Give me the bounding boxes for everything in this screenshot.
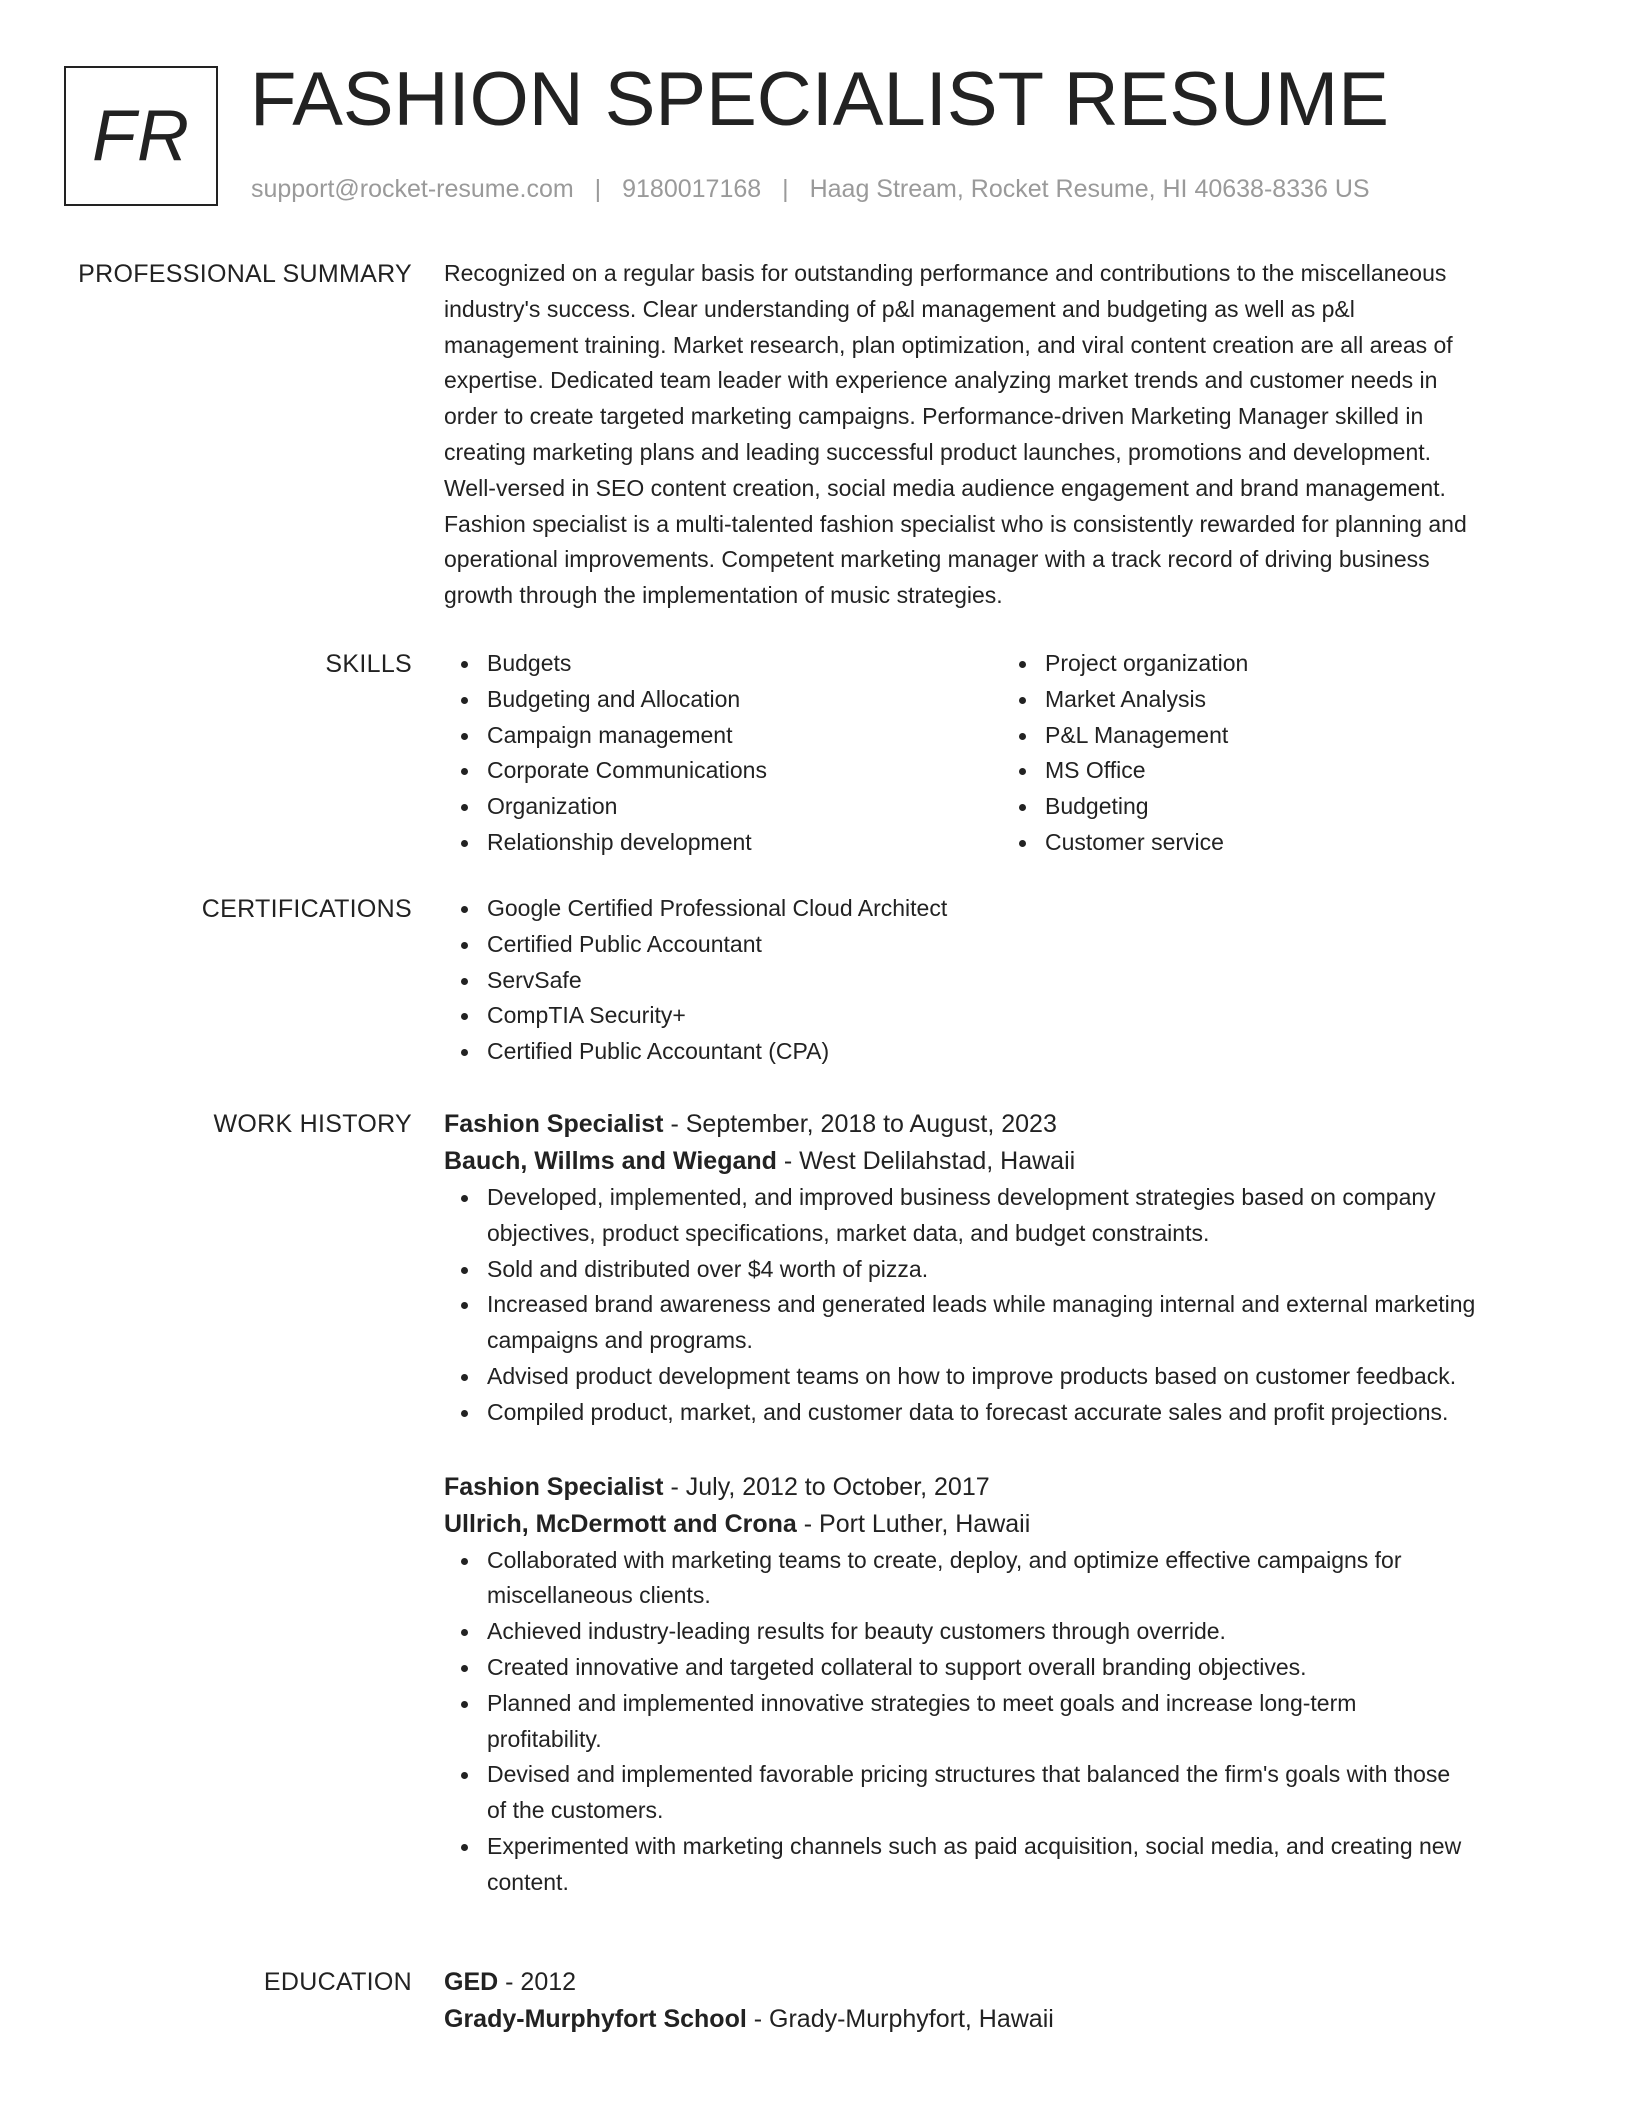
skill-item: Market Analysis [1045, 682, 1560, 718]
skill-item: Campaign management [487, 718, 1002, 754]
education-year: - 2012 [505, 1968, 577, 1996]
skill-item: Budgeting and Allocation [487, 682, 1002, 718]
section-label-summary: PROFESSIONAL SUMMARY [78, 260, 412, 288]
education-school-line [444, 2001, 1560, 2038]
contact-phone[interactable]: 9180017168 [622, 175, 762, 203]
bullet-line: Developed, implemented, and improved business development strategies based on company [487, 1184, 1436, 1210]
monogram-badge [64, 66, 218, 206]
section-label-certifications: CERTIFICATIONS [201, 895, 412, 923]
job-bullet: Created innovative and targeted collateral to support overall branding objectives. [487, 1650, 1560, 1686]
skills-list-left [444, 646, 1002, 861]
bullet-line: campaigns and programs. [487, 1327, 753, 1354]
work-history-body [444, 1106, 1560, 1901]
job-title-line [444, 1106, 1560, 1143]
bullet-line: Increased brand awareness and generated leads while managing internal and external marketing [487, 1291, 1476, 1318]
bullet-line: of the customers. [487, 1797, 664, 1824]
job-title: Fashion Specialist [444, 1110, 664, 1138]
section-label-work-history: WORK HISTORY [213, 1110, 412, 1138]
education-body [444, 1964, 1560, 2038]
education-degree: GED [444, 1968, 499, 1996]
job-bullet: Sold and distributed over $4 worth of pizza. [487, 1252, 1560, 1288]
job-bullet [487, 1287, 1560, 1359]
resume-title: FASHION SPECIALIST RESUME [250, 57, 1389, 142]
skill-item: Relationship development [487, 825, 1002, 861]
bullet-line: content. [487, 1868, 569, 1895]
monogram-initials: FR [92, 96, 190, 176]
contact-email[interactable]: support@rocket-resume.com [251, 175, 574, 203]
summary-line: order to create targeted marketing campaigns. Performance-driven Marketing Manager skilled in [444, 403, 1424, 430]
certifications-list [444, 891, 1560, 1070]
contact-address: Haag Stream, Rocket Resume, HI 40638-8336 US [809, 175, 1370, 203]
bullet-line: Experimented with marketing channels such as paid acquisition, social media, and creating new [487, 1832, 1462, 1859]
job-bullet [487, 1180, 1560, 1252]
summary-line: expertise. Dedicated team leader with experience analyzing market trends and customer needs in [444, 367, 1438, 394]
skills-list-right [1002, 646, 1560, 861]
job-bullet: Advised product development teams on how to improve products based on customer feedback. [487, 1359, 1560, 1395]
contact-line [251, 172, 1370, 206]
bullet-line: Planned and implemented innovative strategies to meet goals and increase long-term [487, 1689, 1357, 1716]
job-title: Fashion Specialist [444, 1472, 664, 1501]
skill-item: P&L Management [1045, 718, 1560, 754]
certification-item: ServSafe [487, 963, 1560, 999]
education-school: Grady-Murphyfort School [444, 2005, 747, 2033]
job-company: Ullrich, McDermott and Crona [444, 1509, 797, 1538]
job-bullet [487, 1686, 1560, 1758]
contact-separator: | [594, 175, 602, 203]
bullet-line: profitability. [487, 1725, 602, 1752]
summary-line: operational improvements. Competent marketing manager with a track record of driving business [444, 546, 1430, 573]
education-degree-line [444, 1964, 1560, 2001]
bullet-line: miscellaneous clients. [487, 1582, 711, 1609]
job-location: - Port Luther, Hawaii [803, 1509, 1031, 1538]
summary-line: growth through the implementation of music strategies. [444, 582, 1003, 609]
job-bullet: Compiled product, market, and customer data to forecast accurate sales and profit projections. [487, 1395, 1560, 1431]
summary-line: industry's success. Clear understanding of p&l management and budgeting as well as p&l [444, 295, 1355, 322]
bullet-line: objectives, product specifications, market data, and budget constraints. [487, 1219, 1210, 1246]
job-bullet: Achieved industry-leading results for beauty customers through override. [487, 1614, 1560, 1650]
section-label-skills: SKILLS [325, 650, 412, 678]
summary-line: creating marketing plans and leading successful product launches, promotions and development. [444, 438, 1432, 465]
certification-item: Google Certified Professional Cloud Architect [487, 891, 1560, 927]
skill-item: Project organization [1045, 646, 1560, 682]
job-entry [444, 1106, 1560, 1431]
certification-item: CompTIA Security+ [487, 998, 1560, 1034]
job-bullet [487, 1543, 1560, 1615]
job-bullet [487, 1757, 1560, 1829]
job-company-line [444, 1143, 1560, 1180]
skills-body [444, 646, 1560, 861]
bullet-line: Devised and implemented favorable pricing structures that balanced the firm's goals with those [487, 1761, 1451, 1788]
job-bullets [444, 1180, 1560, 1431]
job-entry [444, 1469, 1560, 1901]
skill-item: Customer service [1045, 825, 1560, 861]
job-dates: - September, 2018 to August, 2023 [670, 1110, 1057, 1138]
skill-item: Organization [487, 789, 1002, 825]
skill-item: MS Office [1045, 753, 1560, 789]
job-title-line [444, 1469, 1560, 1506]
summary-text [444, 256, 1560, 614]
summary-line: Well-versed in SEO content creation, social media audience engagement and brand management. [444, 474, 1446, 501]
job-company-line [444, 1506, 1560, 1543]
summary-line: Recognized on a regular basis for outstanding performance and contributions to the miscellaneous [444, 260, 1447, 286]
contact-separator: | [782, 175, 789, 203]
certification-item: Certified Public Accountant [487, 927, 1560, 963]
job-bullet [487, 1829, 1560, 1901]
certifications-body [444, 891, 1560, 1070]
education-location: - Grady-Murphyfort, Hawaii [753, 2005, 1054, 2033]
skill-item: Budgets [487, 646, 1002, 682]
certification-item: Certified Public Accountant (CPA) [487, 1034, 1560, 1070]
summary-line: Fashion specialist is a multi-talented fashion specialist who is consistently rewarded for planning and [444, 510, 1467, 537]
skill-item: Budgeting [1045, 789, 1560, 825]
bullet-line: Collaborated with marketing teams to create, deploy, and optimize effective campaigns for [487, 1546, 1402, 1573]
skill-item: Corporate Communications [487, 753, 1002, 789]
job-location: - West Delilahstad, Hawaii [783, 1147, 1076, 1175]
section-label-education: EDUCATION [263, 1968, 412, 1996]
job-company: Bauch, Willms and Wiegand [444, 1147, 777, 1175]
summary-line: management training. Market research, plan optimization, and viral content creation are all areas of [444, 331, 1453, 358]
job-bullets [444, 1543, 1560, 1901]
job-dates: - July, 2012 to October, 2017 [670, 1472, 990, 1501]
